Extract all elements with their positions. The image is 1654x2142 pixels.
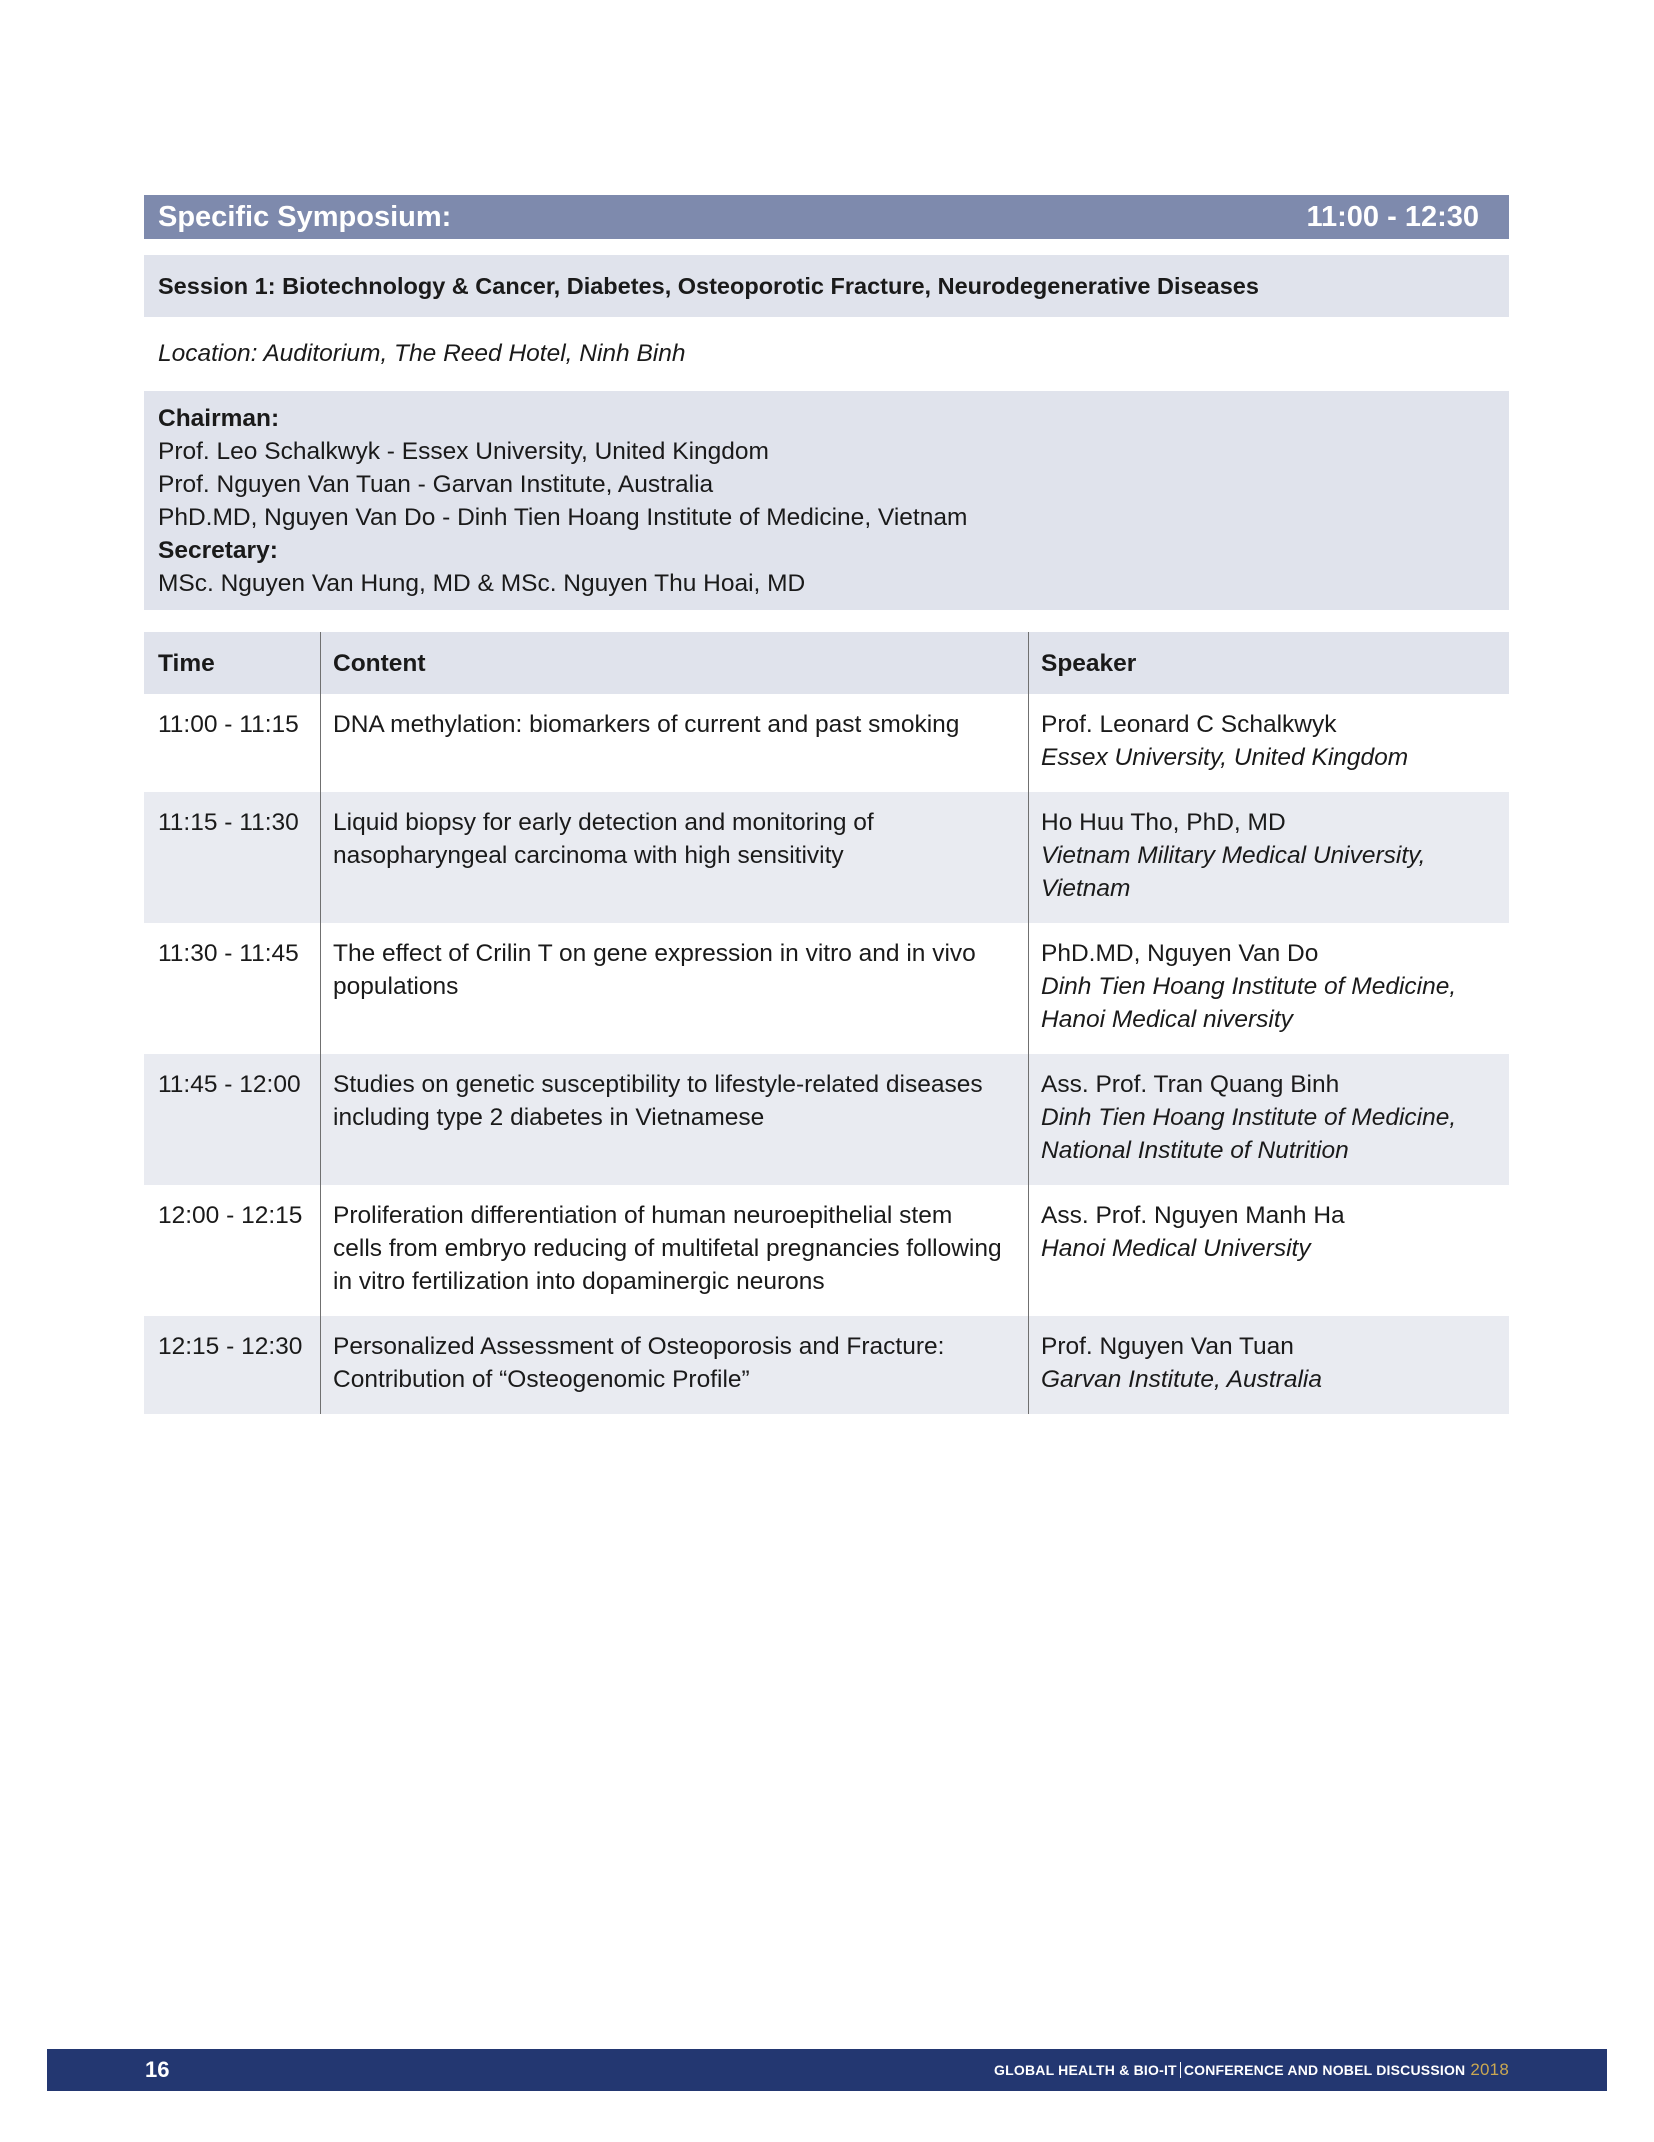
speaker-affiliation: National Institute of Nutrition bbox=[1041, 1137, 1349, 1164]
speaker-affiliation: Garvan Institute, Australia bbox=[1041, 1366, 1322, 1393]
table-header-row bbox=[144, 632, 1509, 694]
footer-year: 2018 bbox=[1470, 2060, 1509, 2079]
symposium-title: Specific Symposium: bbox=[158, 200, 452, 233]
speaker-affiliation: Vietnam Military Medical University, bbox=[1041, 842, 1426, 869]
table-row bbox=[144, 792, 1509, 923]
row-speaker bbox=[1029, 1185, 1510, 1316]
chairman-member: Prof. Leo Schalkwyk - Essex University, United Kingdom bbox=[158, 438, 769, 465]
chairman-label: Chairman: bbox=[158, 405, 280, 432]
row-content bbox=[321, 1185, 1029, 1316]
session-location: Location: Auditorium, The Reed Hotel, Ninh Binh bbox=[158, 340, 686, 367]
page-footer bbox=[47, 2049, 1607, 2091]
speaker-name: Ass. Prof. Nguyen Manh Ha bbox=[1041, 1202, 1345, 1229]
row-time: 11:30 - 11:45 bbox=[158, 940, 299, 967]
footer-title-left: GLOBAL HEALTH & BIO-IT bbox=[994, 2062, 1177, 2078]
row-time: 11:15 - 11:30 bbox=[144, 792, 321, 923]
footer-title-right: CONFERENCE AND NOBEL DISCUSSION bbox=[1183, 2062, 1466, 2078]
row-time: 11:00 - 11:15 bbox=[158, 711, 299, 738]
table-row bbox=[144, 694, 1509, 792]
content-line: Liquid biopsy for early detection and monitoring of bbox=[333, 809, 874, 836]
row-time: 12:15 - 12:30 bbox=[144, 1316, 321, 1414]
program-table bbox=[144, 632, 1509, 1414]
chairman-member: Prof. Nguyen Van Tuan - Garvan Institute, Australia bbox=[158, 471, 714, 498]
page-number: 16 bbox=[145, 2057, 170, 2082]
speaker-name: Prof. Nguyen Van Tuan bbox=[1041, 1333, 1294, 1360]
chair-panel bbox=[144, 391, 1509, 610]
row-content bbox=[321, 792, 1029, 923]
symposium-header bbox=[144, 195, 1509, 239]
table-row bbox=[144, 923, 1509, 1054]
footer-divider bbox=[1180, 2062, 1181, 2078]
row-speaker bbox=[1029, 1316, 1510, 1414]
speaker-affiliation: Hanoi Medical niversity bbox=[1041, 1006, 1293, 1033]
content-line: Personalized Assessment of Osteoporosis and Fracture: bbox=[333, 1333, 945, 1360]
speaker-affiliation: Hanoi Medical University bbox=[1041, 1235, 1311, 1262]
content-line: The effect of Crilin T on gene expression in vitro and in vivo bbox=[333, 940, 976, 967]
row-time: 12:00 - 12:15 bbox=[158, 1202, 303, 1229]
speaker-name: Prof. Leonard C Schalkwyk bbox=[1041, 711, 1337, 738]
session-title: Session 1: Biotechnology & Cancer, Diabetes, Osteoporotic Fracture, Neurodegenerative Diseases bbox=[144, 255, 1509, 317]
chairman-member: PhD.MD, Nguyen Van Do - Dinh Tien Hoang Institute of Medicine, Vietnam bbox=[158, 504, 968, 531]
row-speaker bbox=[1029, 923, 1510, 1054]
row-content bbox=[321, 1316, 1029, 1414]
document-content bbox=[144, 195, 1509, 1414]
content-line: cells from embryo reducing of multifetal pregnancies following bbox=[333, 1235, 1002, 1262]
content-line: Contribution of “Osteogenomic Profile” bbox=[333, 1366, 750, 1393]
speaker-affiliation: Essex University, United Kingdom bbox=[1041, 744, 1409, 771]
row-content bbox=[321, 923, 1029, 1054]
speaker-affiliation: Vietnam bbox=[1041, 875, 1131, 902]
content-line: populations bbox=[333, 973, 459, 1000]
speaker-name: Ass. Prof. Tran Quang Binh bbox=[1041, 1071, 1340, 1098]
row-time: 11:45 - 12:00 bbox=[144, 1054, 321, 1185]
content-line: nasopharyngeal carcinoma with high sensitivity bbox=[333, 842, 844, 869]
symposium-time: 11:00 - 12:30 bbox=[1306, 200, 1479, 233]
table-row bbox=[144, 1316, 1509, 1414]
header-speaker: Speaker bbox=[1029, 632, 1510, 694]
footer-title bbox=[994, 2049, 1509, 2091]
table-row bbox=[144, 1185, 1509, 1316]
secretary-label: Secretary: bbox=[158, 537, 278, 564]
content-line: Studies on genetic susceptibility to lifestyle-related diseases bbox=[333, 1071, 983, 1098]
row-speaker bbox=[1029, 1054, 1510, 1185]
row-content bbox=[321, 1054, 1029, 1185]
content-line: DNA methylation: biomarkers of current and past smoking bbox=[333, 711, 960, 738]
speaker-affiliation: Dinh Tien Hoang Institute of Medicine, bbox=[1041, 1104, 1457, 1131]
content-line: Proliferation differentiation of human neuroepithelial stem bbox=[333, 1202, 953, 1229]
table-row bbox=[144, 1054, 1509, 1185]
header-content: Content bbox=[321, 632, 1029, 694]
speaker-affiliation: Dinh Tien Hoang Institute of Medicine, bbox=[1041, 973, 1457, 1000]
speaker-name: Ho Huu Tho, PhD, MD bbox=[1041, 809, 1286, 836]
header-time: Time bbox=[144, 632, 321, 694]
row-content bbox=[321, 694, 1029, 792]
content-line: in vitro fertilization into dopaminergic neurons bbox=[333, 1268, 825, 1295]
content-line: including type 2 diabetes in Vietnamese bbox=[333, 1104, 765, 1131]
secretary-members: MSc. Nguyen Van Hung, MD & MSc. Nguyen Thu Hoai, MD bbox=[158, 570, 806, 597]
row-speaker bbox=[1029, 792, 1510, 923]
speaker-name: PhD.MD, Nguyen Van Do bbox=[1041, 940, 1319, 967]
row-speaker bbox=[1029, 694, 1510, 792]
